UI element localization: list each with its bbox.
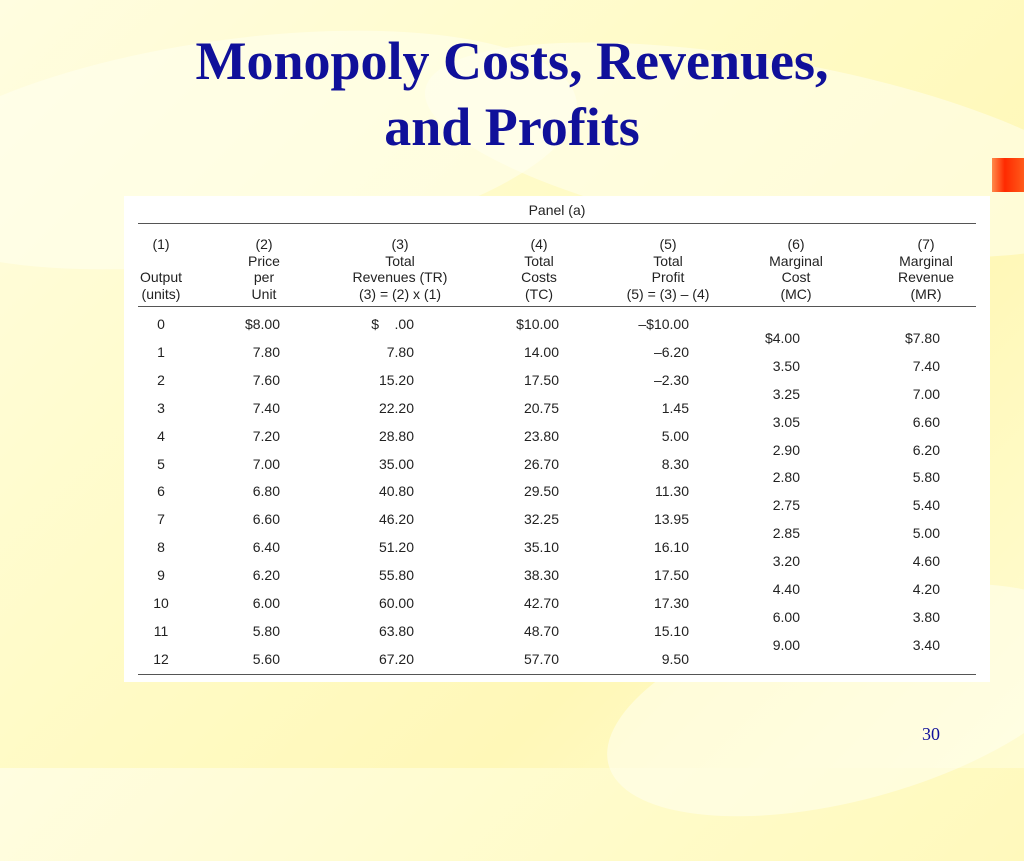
table-cell: 5.60	[252, 650, 280, 667]
table-cell: 9.50	[661, 650, 689, 667]
table-cell: –2.30	[653, 371, 689, 388]
column-header	[731, 236, 861, 302]
table-cell: 17.50	[523, 371, 559, 388]
table-cell: –$10.00	[638, 316, 689, 332]
table-bottom-rule	[138, 674, 976, 675]
table-cell: 17.30	[653, 595, 689, 611]
column-header-line: Total	[653, 252, 683, 269]
table-cell: $8.00	[244, 316, 280, 332]
marginal-revenue-cell: $7.80	[904, 329, 940, 346]
column-header-line: (4)	[530, 236, 548, 252]
table-cell: 7.40	[252, 399, 280, 416]
slide-title	[0, 28, 1024, 160]
column-header-line: Marginal	[769, 252, 823, 269]
marginal-revenue-cell: 4.20	[912, 581, 940, 598]
column-header-line: (TC)	[525, 285, 553, 302]
table-cell: 4	[157, 427, 165, 444]
column-header-line: Cost	[781, 269, 811, 285]
table-cell: $ .00	[371, 316, 414, 332]
table-cell: 1.45	[661, 399, 689, 416]
table-cell: 15.20	[378, 371, 414, 388]
column-header-line: (1)	[152, 236, 170, 252]
table-cell: 51.20	[378, 539, 414, 556]
table-cell: 6	[157, 483, 165, 500]
column-header-line: Profit	[651, 269, 685, 285]
table-cell: 13.95	[653, 511, 689, 528]
table-cell: 48.70	[523, 622, 559, 639]
column-header-line: per	[253, 269, 275, 285]
column-header	[199, 236, 329, 302]
column-header	[474, 236, 604, 302]
table-cell: 1	[157, 343, 165, 360]
column-header-line: (5) = (3) – (4)	[626, 285, 710, 302]
marginal-revenue-cell: 6.60	[912, 413, 940, 430]
column-header	[335, 236, 465, 302]
marginal-revenue-cell: 5.40	[912, 497, 940, 514]
marginal-cost-cell: 2.75	[772, 497, 800, 514]
table-cell: 6.00	[252, 595, 280, 611]
table-cell: 7	[157, 511, 165, 528]
column-header-line: (3)	[391, 236, 409, 252]
table-cell: 7.60	[252, 371, 280, 388]
marginal-cost-cell: 3.05	[772, 413, 800, 430]
column-header-line: Output	[139, 269, 183, 285]
cost-revenue-table	[124, 196, 990, 682]
table-cell: 6.20	[252, 567, 280, 584]
marginal-cost-cell: 4.40	[772, 581, 800, 598]
table-cell: 60.00	[378, 595, 414, 611]
column-header-line: (6)	[787, 236, 805, 252]
marginal-revenue-cell: 4.60	[912, 553, 940, 570]
table-cell: 35.00	[378, 455, 414, 472]
table-cell: 22.20	[378, 399, 414, 416]
table-cell: 14.00	[523, 343, 559, 360]
marginal-revenue-cell: 5.00	[912, 525, 940, 542]
table-top-rule	[138, 223, 976, 224]
table-cell: 15.10	[653, 622, 689, 639]
page-number: 30	[922, 724, 940, 744]
table-cell: 35.10	[523, 539, 559, 556]
table-header-rule	[138, 306, 976, 307]
column-header-line: Unit	[251, 285, 277, 302]
table-cell: 7.80	[252, 343, 280, 360]
table-cell: 6.60	[252, 511, 280, 528]
table-cell: 32.25	[523, 511, 559, 528]
table-cell: 7.00	[252, 455, 280, 472]
table-cell: 5.00	[661, 427, 689, 444]
table-cell: 12	[153, 650, 169, 667]
marginal-cost-cell: 6.00	[772, 608, 800, 625]
marginal-cost-cell: 3.25	[772, 385, 800, 402]
table-cell: 7.20	[252, 427, 280, 444]
table-cell: 38.30	[523, 567, 559, 584]
table-cell: 28.80	[378, 427, 414, 444]
panel-label: Panel (a)	[528, 202, 586, 218]
column-header-line: (MR)	[910, 285, 942, 302]
table-cell: 8.30	[661, 455, 689, 472]
column-header	[603, 236, 733, 302]
marginal-cost-cell: 9.00	[772, 636, 800, 653]
marginal-revenue-cell: 3.80	[912, 608, 940, 625]
table-cell: 6.40	[252, 539, 280, 556]
marginal-cost-cell: 2.90	[772, 441, 800, 458]
table-cell: 17.50	[653, 567, 689, 584]
table-cell: 23.80	[523, 427, 559, 444]
table-cell: $10.00	[516, 316, 559, 332]
marginal-cost-cell: 2.85	[772, 525, 800, 542]
column-header	[861, 236, 991, 302]
table-cell: 16.10	[653, 539, 689, 556]
table-cell: 7.80	[386, 343, 414, 360]
table-cell: 57.70	[523, 650, 559, 667]
table-cell: 40.80	[378, 483, 414, 500]
table-cell: 2	[157, 371, 165, 388]
marginal-revenue-cell: 7.00	[912, 385, 940, 402]
marginal-revenue-cell: 7.40	[912, 357, 940, 374]
column-header-line: (units)	[141, 285, 181, 302]
marginal-cost-cell: 2.80	[772, 469, 800, 486]
table-cell: 5	[157, 455, 165, 472]
table-cell: 26.70	[523, 455, 559, 472]
column-header-line: (3) = (2) x (1)	[358, 285, 442, 302]
table-cell: 10	[153, 595, 169, 611]
table-cell: 0	[157, 316, 165, 332]
marginal-cost-cell: $4.00	[764, 329, 800, 346]
table-cell: 46.20	[378, 511, 414, 528]
table-cell: 42.70	[523, 595, 559, 611]
table-cell: 20.75	[523, 399, 559, 416]
table-cell: 3	[157, 399, 165, 416]
column-header-line: Revenues (TR)	[352, 269, 448, 285]
table-cell: 9	[157, 567, 165, 584]
table-cell: –6.20	[653, 343, 689, 360]
marginal-revenue-cell: 5.80	[912, 469, 940, 486]
column-header-line: Revenue	[897, 269, 955, 285]
table-cell: 11.30	[655, 483, 689, 500]
column-header-line: Marginal	[899, 252, 953, 269]
column-header-line: Total	[385, 252, 415, 269]
column-header-line: Costs	[521, 269, 557, 285]
column-header-line: (2)	[255, 236, 273, 252]
column-header-line: (7)	[917, 236, 935, 252]
table-cell: 63.80	[378, 622, 414, 639]
column-header-line: Total	[524, 252, 554, 269]
table-cell: 8	[157, 539, 165, 556]
marginal-revenue-cell: 6.20	[912, 441, 940, 458]
marginal-revenue-cell: 3.40	[912, 636, 940, 653]
table-cell: 5.80	[252, 622, 280, 639]
table-cell: 29.50	[523, 483, 559, 500]
slide-title-line-1: Monopoly Costs, Revenues,	[195, 31, 829, 91]
marginal-cost-cell: 3.50	[772, 357, 800, 374]
table-cell: 6.80	[252, 483, 280, 500]
table-cell: 67.20	[378, 650, 414, 667]
table-cell: 11	[153, 622, 169, 639]
column-header-line: (MC)	[780, 285, 812, 302]
column-header-line: (5)	[659, 236, 677, 252]
column-header-line: Price	[248, 252, 280, 269]
table-cell: 55.80	[378, 567, 414, 584]
slide-title-line-2: and Profits	[384, 97, 640, 157]
slide-accent-bar	[992, 158, 1024, 192]
marginal-cost-cell: 3.20	[772, 553, 800, 570]
